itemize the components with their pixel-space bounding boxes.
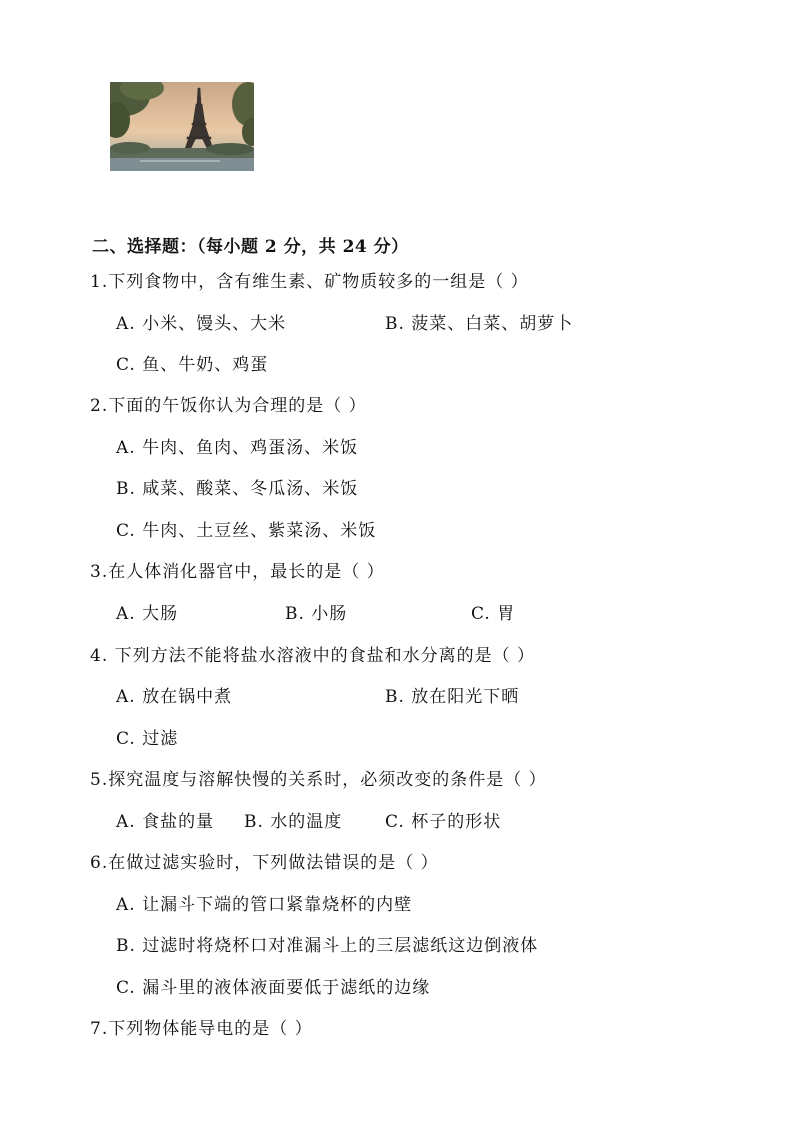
question-4-option-c: C. 过滤: [116, 729, 179, 749]
question-4-stem: 4. 下列方法不能将盐水溶液中的食盐和水分离的是（ ）: [90, 646, 536, 666]
question-3-option-b: B. 小肠: [285, 604, 348, 624]
question-3-stem: 3.在人体消化器官中，最长的是（ ）: [90, 562, 385, 582]
question-7-stem: 7.下列物体能导电的是（ ）: [90, 1019, 313, 1039]
question-1-option-c: C. 鱼、牛奶、鸡蛋: [116, 355, 269, 375]
question-6-option-a: A. 让漏斗下端的管口紧靠烧杯的内壁: [116, 895, 413, 915]
question-1-option-a: A. 小米、馒头、大米: [116, 314, 287, 334]
section-title: 二、选择题：（每小题 2 分，共 24 分）: [92, 237, 409, 257]
question-2-option-c: C. 牛肉、土豆丝、紫菜汤、米饭: [116, 521, 377, 541]
question-6-stem: 6.在做过滤实验时，下列做法错误的是（ ）: [90, 853, 439, 873]
question-6-option-c: C. 漏斗里的液体液面要低于滤纸的边缘: [116, 978, 431, 998]
question-2-stem: 2.下面的午饭你认为合理的是（ ）: [90, 396, 367, 416]
question-6-option-b: B. 过滤时将烧杯口对准漏斗上的三层滤纸这边倒液体: [116, 936, 539, 956]
question-2-option-b: B. 咸菜、酸菜、冬瓜汤、米饭: [116, 479, 359, 499]
question-5-option-c: C. 杯子的形状: [385, 812, 502, 832]
question-5-option-b: B. 水的温度: [244, 812, 343, 832]
question-2-option-a: A. 牛肉、鱼肉、鸡蛋汤、米饭: [116, 438, 359, 458]
question-4-option-b: B. 放在阳光下晒: [385, 687, 520, 707]
question-5-option-a: A. 食盐的量: [116, 812, 215, 832]
question-3-option-c: C. 胃: [471, 604, 516, 624]
eiffel-tower-photo: [110, 82, 254, 171]
question-1-stem: 1.下列食物中，含有维生素、矿物质较多的一组是（ ）: [90, 272, 529, 292]
question-1-option-b: B. 菠菜、白菜、胡萝卜: [385, 314, 574, 334]
question-3-option-a: A. 大肠: [116, 604, 179, 624]
question-4-option-a: A. 放在锅中煮: [116, 687, 233, 707]
question-5-stem: 5.探究温度与溶解快慢的关系时，必须改变的条件是（ ）: [90, 770, 547, 790]
